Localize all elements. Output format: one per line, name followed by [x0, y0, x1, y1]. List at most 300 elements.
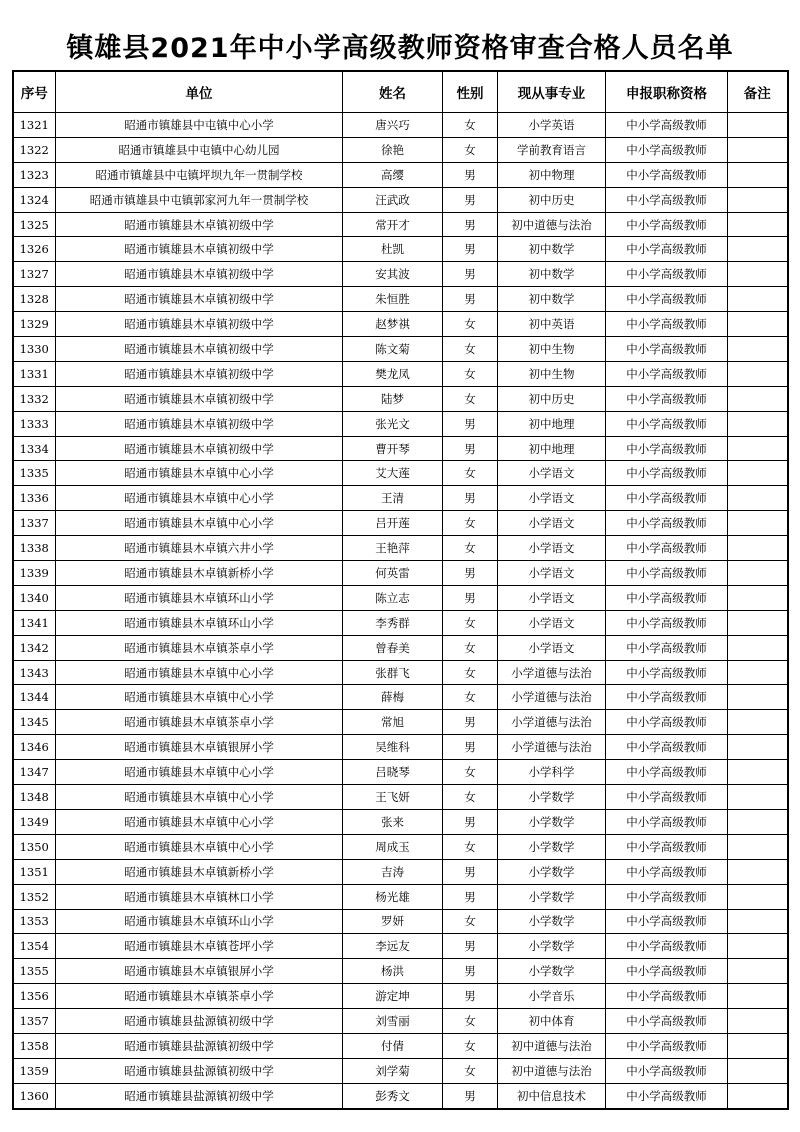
cell-title-rank: 中小学高级教师	[606, 386, 728, 411]
cell-unit: 昭通市镇雄县盐源镇初级中学	[56, 1009, 343, 1034]
cell-unit: 昭通市镇雄县木卓镇初级中学	[56, 411, 343, 436]
cell-name: 杨洪	[343, 959, 443, 984]
cell-gender: 女	[443, 337, 498, 362]
cell-title-rank: 中小学高级教师	[606, 1009, 728, 1034]
cell-serial-number: 1327	[13, 262, 56, 287]
cell-major: 小学数学	[498, 909, 606, 934]
cell-name: 张群飞	[343, 660, 443, 685]
cell-gender: 男	[443, 809, 498, 834]
cell-serial-number: 1325	[13, 212, 56, 237]
cell-major: 初中生物	[498, 337, 606, 362]
cell-name: 安其波	[343, 262, 443, 287]
table-row	[13, 984, 788, 1009]
cell-title-rank: 中小学高级教师	[606, 212, 728, 237]
cell-name: 徐艳	[343, 137, 443, 162]
table-row	[13, 1083, 788, 1108]
table-row	[13, 635, 788, 660]
cell-name: 刘雪丽	[343, 1009, 443, 1034]
cell-remark	[728, 162, 788, 187]
cell-title-rank: 中小学高级教师	[606, 486, 728, 511]
cell-remark	[728, 760, 788, 785]
cell-major: 小学数学	[498, 884, 606, 909]
cell-gender: 男	[443, 262, 498, 287]
cell-unit: 昭通市镇雄县木卓镇银屏小学	[56, 959, 343, 984]
cell-gender: 女	[443, 610, 498, 635]
cell-name: 李秀群	[343, 610, 443, 635]
cell-serial-number: 1335	[13, 461, 56, 486]
cell-gender: 女	[443, 312, 498, 337]
table-row	[13, 237, 788, 262]
cell-title-rank: 中小学高级教师	[606, 361, 728, 386]
cell-unit: 昭通市镇雄县盐源镇初级中学	[56, 1058, 343, 1083]
table-row	[13, 411, 788, 436]
cell-unit: 昭通市镇雄县木卓镇林口小学	[56, 884, 343, 909]
cell-gender: 男	[443, 585, 498, 610]
cell-gender: 女	[443, 834, 498, 859]
cell-title-rank: 中小学高级教师	[606, 561, 728, 586]
cell-remark	[728, 561, 788, 586]
cell-remark	[728, 287, 788, 312]
cell-name: 付倩	[343, 1033, 443, 1058]
cell-unit: 昭通市镇雄县木卓镇初级中学	[56, 386, 343, 411]
cell-serial-number: 1343	[13, 660, 56, 685]
cell-remark	[728, 909, 788, 934]
table-row	[13, 386, 788, 411]
cell-serial-number: 1331	[13, 361, 56, 386]
cell-title-rank: 中小学高级教师	[606, 934, 728, 959]
cell-title-rank: 中小学高级教师	[606, 511, 728, 536]
cell-major: 小学数学	[498, 809, 606, 834]
cell-major: 小学数学	[498, 834, 606, 859]
cell-serial-number: 1350	[13, 834, 56, 859]
cell-unit: 昭通市镇雄县木卓镇初级中学	[56, 212, 343, 237]
table-row	[13, 312, 788, 337]
table-row	[13, 785, 788, 810]
cell-major: 初中体育	[498, 1009, 606, 1034]
cell-name: 汪武政	[343, 187, 443, 212]
cell-serial-number: 1347	[13, 760, 56, 785]
cell-gender: 女	[443, 760, 498, 785]
table-row	[13, 137, 788, 162]
cell-unit: 昭通市镇雄县木卓镇中心小学	[56, 809, 343, 834]
cell-serial-number: 1354	[13, 934, 56, 959]
cell-name: 杜凯	[343, 237, 443, 262]
column-header: 单位	[56, 71, 343, 113]
table-row	[13, 660, 788, 685]
cell-unit: 昭通市镇雄县木卓镇中心小学	[56, 461, 343, 486]
cell-remark	[728, 386, 788, 411]
table-row	[13, 1009, 788, 1034]
cell-gender: 女	[443, 1033, 498, 1058]
cell-serial-number: 1329	[13, 312, 56, 337]
cell-unit: 昭通市镇雄县木卓镇初级中学	[56, 287, 343, 312]
cell-title-rank: 中小学高级教师	[606, 785, 728, 810]
cell-name: 陆梦	[343, 386, 443, 411]
cell-gender: 男	[443, 212, 498, 237]
table-row	[13, 859, 788, 884]
cell-major: 小学语文	[498, 561, 606, 586]
cell-name: 吕开莲	[343, 511, 443, 536]
cell-major: 初中数学	[498, 287, 606, 312]
cell-serial-number: 1328	[13, 287, 56, 312]
table-row	[13, 610, 788, 635]
cell-name: 彭秀文	[343, 1083, 443, 1108]
cell-remark	[728, 187, 788, 212]
cell-major: 小学语文	[498, 635, 606, 660]
cell-major: 小学科学	[498, 760, 606, 785]
cell-title-rank: 中小学高级教师	[606, 411, 728, 436]
cell-remark	[728, 685, 788, 710]
cell-title-rank: 中小学高级教师	[606, 137, 728, 162]
cell-major: 小学数学	[498, 859, 606, 884]
cell-gender: 男	[443, 287, 498, 312]
cell-serial-number: 1359	[13, 1058, 56, 1083]
cell-title-rank: 中小学高级教师	[606, 859, 728, 884]
cell-name: 李远友	[343, 934, 443, 959]
cell-name: 吕晓琴	[343, 760, 443, 785]
cell-title-rank: 中小学高级教师	[606, 660, 728, 685]
cell-remark	[728, 536, 788, 561]
cell-unit: 昭通市镇雄县中屯镇中心小学	[56, 113, 343, 138]
cell-name: 唐兴巧	[343, 113, 443, 138]
cell-title-rank: 中小学高级教师	[606, 436, 728, 461]
table-row	[13, 884, 788, 909]
cell-major: 小学英语	[498, 113, 606, 138]
cell-title-rank: 中小学高级教师	[606, 1033, 728, 1058]
cell-name: 周成玉	[343, 834, 443, 859]
cell-unit: 昭通市镇雄县木卓镇新桥小学	[56, 859, 343, 884]
cell-major: 小学语文	[498, 511, 606, 536]
cell-title-rank: 中小学高级教师	[606, 809, 728, 834]
cell-name: 何英雷	[343, 561, 443, 586]
cell-major: 小学语文	[498, 486, 606, 511]
cell-major: 小学数学	[498, 785, 606, 810]
table-row	[13, 561, 788, 586]
cell-major: 学前教育语言	[498, 137, 606, 162]
cell-serial-number: 1342	[13, 635, 56, 660]
cell-remark	[728, 1058, 788, 1083]
cell-gender: 女	[443, 536, 498, 561]
cell-title-rank: 中小学高级教师	[606, 312, 728, 337]
cell-name: 刘学菊	[343, 1058, 443, 1083]
cell-unit: 昭通市镇雄县木卓镇初级中学	[56, 436, 343, 461]
cell-name: 常开才	[343, 212, 443, 237]
cell-remark	[728, 1083, 788, 1108]
cell-unit: 昭通市镇雄县木卓镇茶卓小学	[56, 710, 343, 735]
cell-gender: 男	[443, 187, 498, 212]
cell-title-rank: 中小学高级教师	[606, 909, 728, 934]
cell-unit: 昭通市镇雄县木卓镇中心小学	[56, 511, 343, 536]
cell-gender: 女	[443, 461, 498, 486]
cell-serial-number: 1352	[13, 884, 56, 909]
cell-serial-number: 1346	[13, 735, 56, 760]
cell-major: 小学道德与法治	[498, 685, 606, 710]
cell-remark	[728, 411, 788, 436]
cell-title-rank: 中小学高级教师	[606, 685, 728, 710]
cell-major: 小学语文	[498, 461, 606, 486]
cell-major: 小学数学	[498, 934, 606, 959]
cell-title-rank: 中小学高级教师	[606, 959, 728, 984]
cell-name: 陈立志	[343, 585, 443, 610]
cell-remark	[728, 1033, 788, 1058]
cell-major: 初中历史	[498, 386, 606, 411]
cell-major: 初中物理	[498, 162, 606, 187]
cell-unit: 昭通市镇雄县木卓镇六井小学	[56, 536, 343, 561]
column-header: 姓名	[343, 71, 443, 113]
table-row	[13, 436, 788, 461]
cell-unit: 昭通市镇雄县木卓镇银屏小学	[56, 735, 343, 760]
cell-title-rank: 中小学高级教师	[606, 237, 728, 262]
cell-title-rank: 中小学高级教师	[606, 585, 728, 610]
table-row	[13, 1033, 788, 1058]
cell-title-rank: 中小学高级教师	[606, 262, 728, 287]
cell-remark	[728, 660, 788, 685]
cell-serial-number: 1348	[13, 785, 56, 810]
cell-unit: 昭通市镇雄县木卓镇初级中学	[56, 337, 343, 362]
cell-name: 游定坤	[343, 984, 443, 1009]
cell-gender: 女	[443, 660, 498, 685]
cell-serial-number: 1358	[13, 1033, 56, 1058]
cell-unit: 昭通市镇雄县木卓镇初级中学	[56, 262, 343, 287]
cell-serial-number: 1336	[13, 486, 56, 511]
cell-title-rank: 中小学高级教师	[606, 735, 728, 760]
cell-title-rank: 中小学高级教师	[606, 287, 728, 312]
cell-gender: 男	[443, 710, 498, 735]
table-row	[13, 585, 788, 610]
table-row	[13, 187, 788, 212]
cell-serial-number: 1324	[13, 187, 56, 212]
table-row	[13, 212, 788, 237]
cell-title-rank: 中小学高级教师	[606, 337, 728, 362]
cell-major: 初中数学	[498, 237, 606, 262]
cell-name: 曹开琴	[343, 436, 443, 461]
cell-name: 常旭	[343, 710, 443, 735]
cell-title-rank: 中小学高级教师	[606, 984, 728, 1009]
cell-title-rank: 中小学高级教师	[606, 187, 728, 212]
cell-unit: 昭通市镇雄县木卓镇中心小学	[56, 486, 343, 511]
column-header: 申报职称资格	[606, 71, 728, 113]
cell-gender: 女	[443, 785, 498, 810]
cell-gender: 男	[443, 884, 498, 909]
cell-serial-number: 1334	[13, 436, 56, 461]
cell-major: 初中道德与法治	[498, 1058, 606, 1083]
cell-major: 初中英语	[498, 312, 606, 337]
table-row	[13, 1058, 788, 1083]
cell-major: 初中数学	[498, 262, 606, 287]
cell-title-rank: 中小学高级教师	[606, 760, 728, 785]
cell-remark	[728, 959, 788, 984]
cell-gender: 男	[443, 934, 498, 959]
cell-gender: 女	[443, 137, 498, 162]
table-row	[13, 760, 788, 785]
cell-serial-number: 1339	[13, 561, 56, 586]
cell-title-rank: 中小学高级教师	[606, 1058, 728, 1083]
cell-gender: 男	[443, 486, 498, 511]
table-body	[13, 113, 788, 1109]
cell-name: 王清	[343, 486, 443, 511]
page-title: 镇雄县2021年中小学高级教师资格审查合格人员名单	[66, 33, 734, 64]
cell-name: 艾大莲	[343, 461, 443, 486]
cell-gender: 女	[443, 361, 498, 386]
cell-serial-number: 1326	[13, 237, 56, 262]
table-row	[13, 959, 788, 984]
table-row	[13, 809, 788, 834]
cell-unit: 昭通市镇雄县木卓镇环山小学	[56, 585, 343, 610]
cell-unit: 昭通市镇雄县木卓镇中心小学	[56, 760, 343, 785]
cell-serial-number: 1323	[13, 162, 56, 187]
cell-remark	[728, 361, 788, 386]
table-row	[13, 262, 788, 287]
cell-serial-number: 1341	[13, 610, 56, 635]
cell-unit: 昭通市镇雄县木卓镇茶卓小学	[56, 984, 343, 1009]
cell-remark	[728, 710, 788, 735]
cell-major: 初中道德与法治	[498, 212, 606, 237]
cell-name: 吴维科	[343, 735, 443, 760]
cell-name: 朱恒胜	[343, 287, 443, 312]
cell-major: 初中道德与法治	[498, 1033, 606, 1058]
cell-name: 高缨	[343, 162, 443, 187]
column-header: 性别	[443, 71, 498, 113]
cell-unit: 昭通市镇雄县中屯镇坪坝九年一贯制学校	[56, 162, 343, 187]
cell-unit: 昭通市镇雄县木卓镇初级中学	[56, 361, 343, 386]
cell-gender: 男	[443, 561, 498, 586]
cell-name: 樊龙凤	[343, 361, 443, 386]
cell-unit: 昭通市镇雄县木卓镇中心小学	[56, 660, 343, 685]
cell-name: 张来	[343, 809, 443, 834]
cell-name: 罗妍	[343, 909, 443, 934]
cell-remark	[728, 511, 788, 536]
cell-serial-number: 1337	[13, 511, 56, 536]
cell-unit: 昭通市镇雄县中屯镇郭家河九年一贯制学校	[56, 187, 343, 212]
cell-serial-number: 1330	[13, 337, 56, 362]
cell-gender: 男	[443, 959, 498, 984]
cell-gender: 女	[443, 685, 498, 710]
cell-title-rank: 中小学高级教师	[606, 461, 728, 486]
table-row	[13, 934, 788, 959]
cell-name: 杨光雄	[343, 884, 443, 909]
cell-gender: 男	[443, 984, 498, 1009]
cell-serial-number: 1357	[13, 1009, 56, 1034]
cell-remark	[728, 984, 788, 1009]
cell-gender: 男	[443, 162, 498, 187]
cell-gender: 男	[443, 411, 498, 436]
cell-name: 王飞妍	[343, 785, 443, 810]
cell-remark	[728, 1009, 788, 1034]
cell-serial-number: 1351	[13, 859, 56, 884]
cell-name: 赵梦祺	[343, 312, 443, 337]
cell-remark	[728, 137, 788, 162]
cell-major: 初中地理	[498, 436, 606, 461]
cell-unit: 昭通市镇雄县木卓镇环山小学	[56, 610, 343, 635]
table-row	[13, 909, 788, 934]
cell-title-rank: 中小学高级教师	[606, 710, 728, 735]
cell-unit: 昭通市镇雄县木卓镇中心小学	[56, 785, 343, 810]
column-header: 备注	[728, 71, 788, 113]
cell-remark	[728, 610, 788, 635]
cell-gender: 女	[443, 113, 498, 138]
cell-remark	[728, 237, 788, 262]
cell-unit: 昭通市镇雄县木卓镇茶卓小学	[56, 635, 343, 660]
cell-unit: 昭通市镇雄县中屯镇中心幼儿园	[56, 137, 343, 162]
cell-title-rank: 中小学高级教师	[606, 162, 728, 187]
table-row	[13, 162, 788, 187]
cell-unit: 昭通市镇雄县木卓镇初级中学	[56, 312, 343, 337]
cell-remark	[728, 337, 788, 362]
cell-major: 初中信息技术	[498, 1083, 606, 1108]
cell-unit: 昭通市镇雄县木卓镇新桥小学	[56, 561, 343, 586]
cell-title-rank: 中小学高级教师	[606, 536, 728, 561]
cell-serial-number: 1332	[13, 386, 56, 411]
cell-remark	[728, 436, 788, 461]
cell-title-rank: 中小学高级教师	[606, 635, 728, 660]
table-row	[13, 337, 788, 362]
table-row	[13, 287, 788, 312]
table-row	[13, 685, 788, 710]
table-row	[13, 536, 788, 561]
cell-major: 小学语文	[498, 585, 606, 610]
cell-remark	[728, 809, 788, 834]
cell-unit: 昭通市镇雄县盐源镇初级中学	[56, 1033, 343, 1058]
cell-serial-number: 1322	[13, 137, 56, 162]
cell-title-rank: 中小学高级教师	[606, 884, 728, 909]
cell-title-rank: 中小学高级教师	[606, 113, 728, 138]
cell-serial-number: 1340	[13, 585, 56, 610]
cell-gender: 女	[443, 1058, 498, 1083]
column-header: 序号	[13, 71, 56, 113]
cell-unit: 昭通市镇雄县木卓镇初级中学	[56, 237, 343, 262]
cell-major: 初中地理	[498, 411, 606, 436]
cell-unit: 昭通市镇雄县木卓镇中心小学	[56, 834, 343, 859]
cell-unit: 昭通市镇雄县木卓镇环山小学	[56, 909, 343, 934]
cell-gender: 女	[443, 1009, 498, 1034]
cell-remark	[728, 785, 788, 810]
cell-remark	[728, 212, 788, 237]
cell-major: 小学道德与法治	[498, 710, 606, 735]
table-row	[13, 113, 788, 138]
cell-serial-number: 1355	[13, 959, 56, 984]
cell-name: 陈文菊	[343, 337, 443, 362]
cell-remark	[728, 635, 788, 660]
cell-major: 初中生物	[498, 361, 606, 386]
cell-serial-number: 1344	[13, 685, 56, 710]
table-row	[13, 735, 788, 760]
cell-serial-number: 1349	[13, 809, 56, 834]
cell-gender: 女	[443, 909, 498, 934]
cell-remark	[728, 834, 788, 859]
cell-major: 小学数学	[498, 959, 606, 984]
cell-name: 薛梅	[343, 685, 443, 710]
cell-major: 初中历史	[498, 187, 606, 212]
cell-name: 王艳萍	[343, 536, 443, 561]
cell-remark	[728, 262, 788, 287]
cell-major: 小学道德与法治	[498, 735, 606, 760]
cell-unit: 昭通市镇雄县木卓镇苍坪小学	[56, 934, 343, 959]
cell-serial-number: 1360	[13, 1083, 56, 1108]
cell-gender: 女	[443, 511, 498, 536]
table-row	[13, 361, 788, 386]
cell-gender: 男	[443, 1083, 498, 1108]
cell-serial-number: 1356	[13, 984, 56, 1009]
cell-name: 吉涛	[343, 859, 443, 884]
table-row	[13, 834, 788, 859]
table-row	[13, 511, 788, 536]
cell-remark	[728, 486, 788, 511]
cell-major: 小学音乐	[498, 984, 606, 1009]
cell-gender: 男	[443, 237, 498, 262]
cell-major: 小学语文	[498, 610, 606, 635]
cell-serial-number: 1321	[13, 113, 56, 138]
cell-name: 曾春美	[343, 635, 443, 660]
